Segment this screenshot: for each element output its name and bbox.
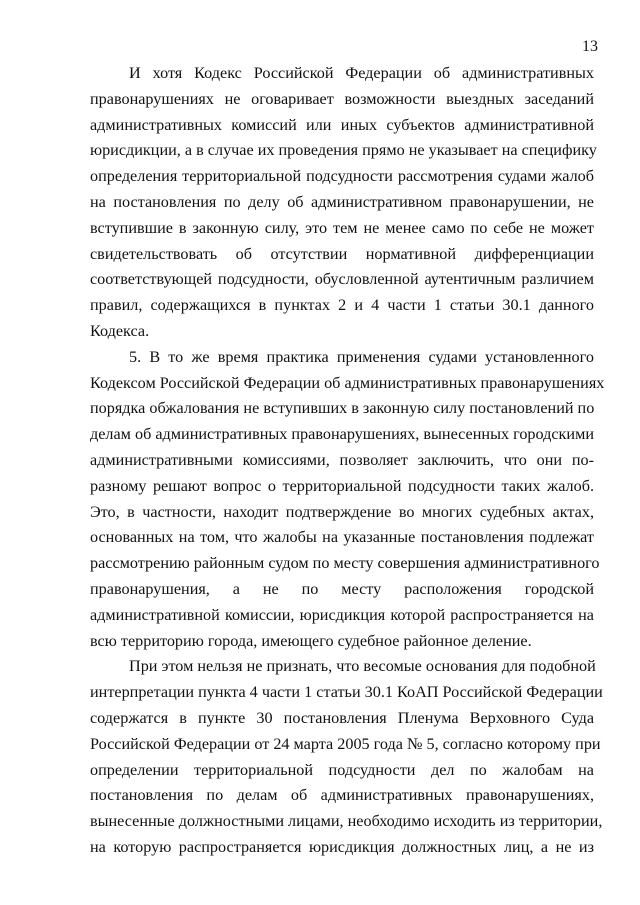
text-line: разному решают вопрос о территориальной подсудности таких жалоб. bbox=[90, 476, 594, 495]
text-line: на которую распространяется юрисдикция должностных лиц, а не из bbox=[90, 837, 594, 856]
text-line: определении территориальной подсудности дел по жалобам на bbox=[90, 760, 594, 779]
text-line: юрисдикции, а в случае их проведения прямо не указывает на специфику bbox=[90, 141, 597, 160]
text-line: рассмотрению районным судом по месту совершения административного bbox=[90, 554, 600, 573]
text-line: Кодексом Российской Федерации об административных правонарушениях bbox=[90, 373, 605, 392]
text-line: И хотя Кодекс Российской Федерации об административных bbox=[129, 64, 594, 82]
text-line: Кодекса. bbox=[90, 321, 150, 340]
text-line: вступившие в законную силу, это тем не менее само по себе не может bbox=[90, 218, 594, 237]
text-line: порядка обжалования не вступивших в законную силу постановлений по bbox=[90, 399, 595, 418]
text-line: определения территориальной подсудности рассмотрения судами жалоб bbox=[90, 167, 594, 186]
text-line: административной комиссии, юрисдикция которой распространяется на bbox=[90, 605, 594, 624]
text-line: административных комиссий или иных субъектов административной bbox=[90, 115, 594, 134]
page-number: 13 bbox=[582, 38, 598, 55]
body-text bbox=[90, 61, 605, 861]
text-line: административными комиссиями, позволяет заключить, что они по- bbox=[90, 450, 594, 469]
text-line: При этом нельзя не признать, что весомые основания для подобной bbox=[129, 657, 596, 676]
text-line: правонарушениях не оговаривает возможности выездных заседаний bbox=[90, 89, 594, 108]
text-line: Российской Федерации от 24 марта 2005 года № 5, согласно которому при bbox=[90, 734, 601, 753]
text-line: интерпретации пункта 4 части 1 статьи 30.1 КоАП Российской Федерации bbox=[90, 683, 603, 702]
text-line: вынесенные должностными лицами, необходимо исходить из территории, bbox=[90, 812, 603, 831]
text-line: всю территорию города, имеющего судебное районное деление. bbox=[90, 631, 532, 650]
text-line: основанных на том, что жалобы на указанные постановления подлежат bbox=[90, 528, 594, 547]
text-line: соответствующей подсудности, обусловленной аутентичным различием bbox=[90, 270, 594, 289]
text-line: правонарушения, а не по месту расположения городской bbox=[90, 579, 594, 598]
text-line: правил, содержащихся в пунктах 2 и 4 части 1 статьи 30.1 данного bbox=[90, 296, 594, 315]
text-line: постановления по делам об административных правонарушениях, bbox=[90, 786, 594, 805]
text-line: на постановления по делу об административном правонарушении, не bbox=[90, 192, 594, 211]
text-line: делам об административных правонарушениях, вынесенных городскими bbox=[90, 425, 594, 444]
text-line: свидетельствовать об отсутствии нормативной дифференциации bbox=[90, 244, 594, 263]
text-line: Это, в частности, находит подтверждение во многих судебных актах, bbox=[90, 502, 594, 521]
text-line: 5. В то же время практика применения судами установленного bbox=[129, 347, 594, 366]
text-line: содержатся в пункте 30 постановления Пленума Верховного Суда bbox=[90, 708, 594, 727]
